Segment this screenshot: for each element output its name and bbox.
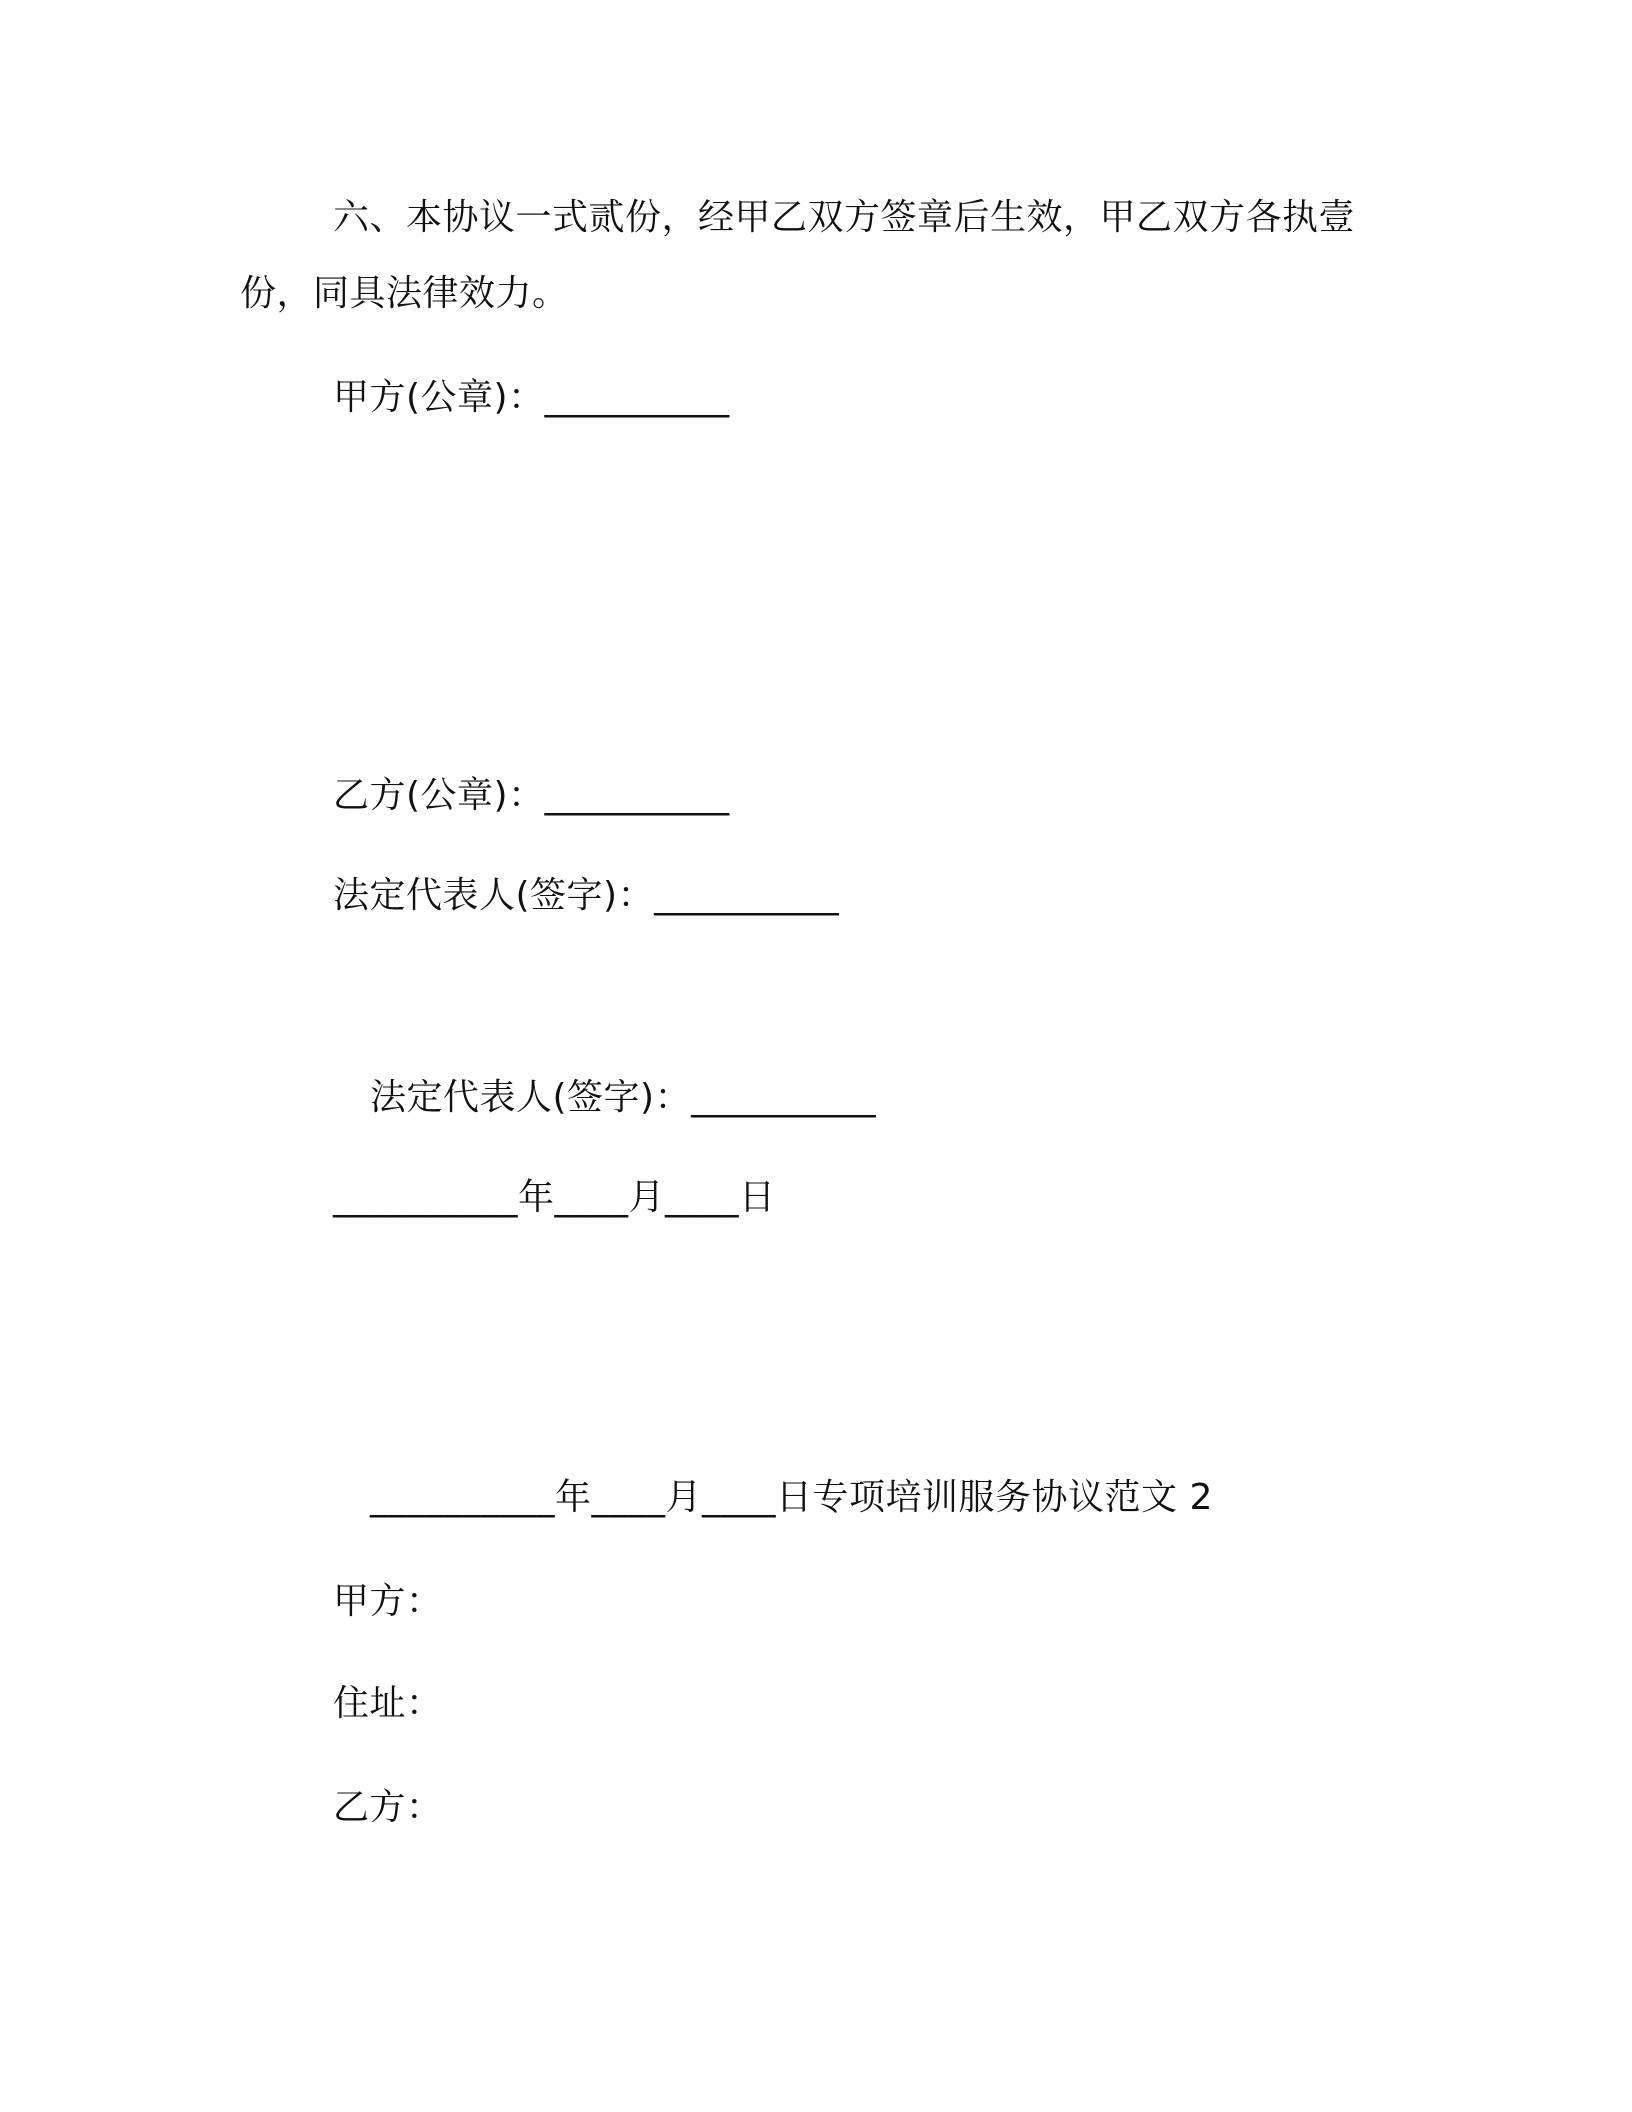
party-a-seal-line: 甲方(公章)：__________ [333, 377, 730, 418]
party-b-label: 乙方： [333, 1787, 443, 1828]
date-line: __________年____月____日 [333, 1177, 776, 1218]
party-a-label: 甲方： [333, 1581, 443, 1622]
clause-six-line-2: 份，同具法律效力。 [240, 273, 569, 314]
clause-six-line-1: 六、本协议一式贰份，经甲乙双方签章后生效，甲乙双方各执壹 [333, 197, 1356, 238]
address-label: 住址： [333, 1683, 443, 1724]
legal-rep-signature-line-1: 法定代表人(签字)：__________ [333, 875, 840, 916]
party-b-seal-line: 乙方(公章)：__________ [333, 775, 730, 816]
next-agreement-title: __________年____月____日专项培训服务协议范文 2 [370, 1477, 1213, 1518]
legal-rep-signature-line-2: 法定代表人(签字)：__________ [370, 1077, 877, 1118]
